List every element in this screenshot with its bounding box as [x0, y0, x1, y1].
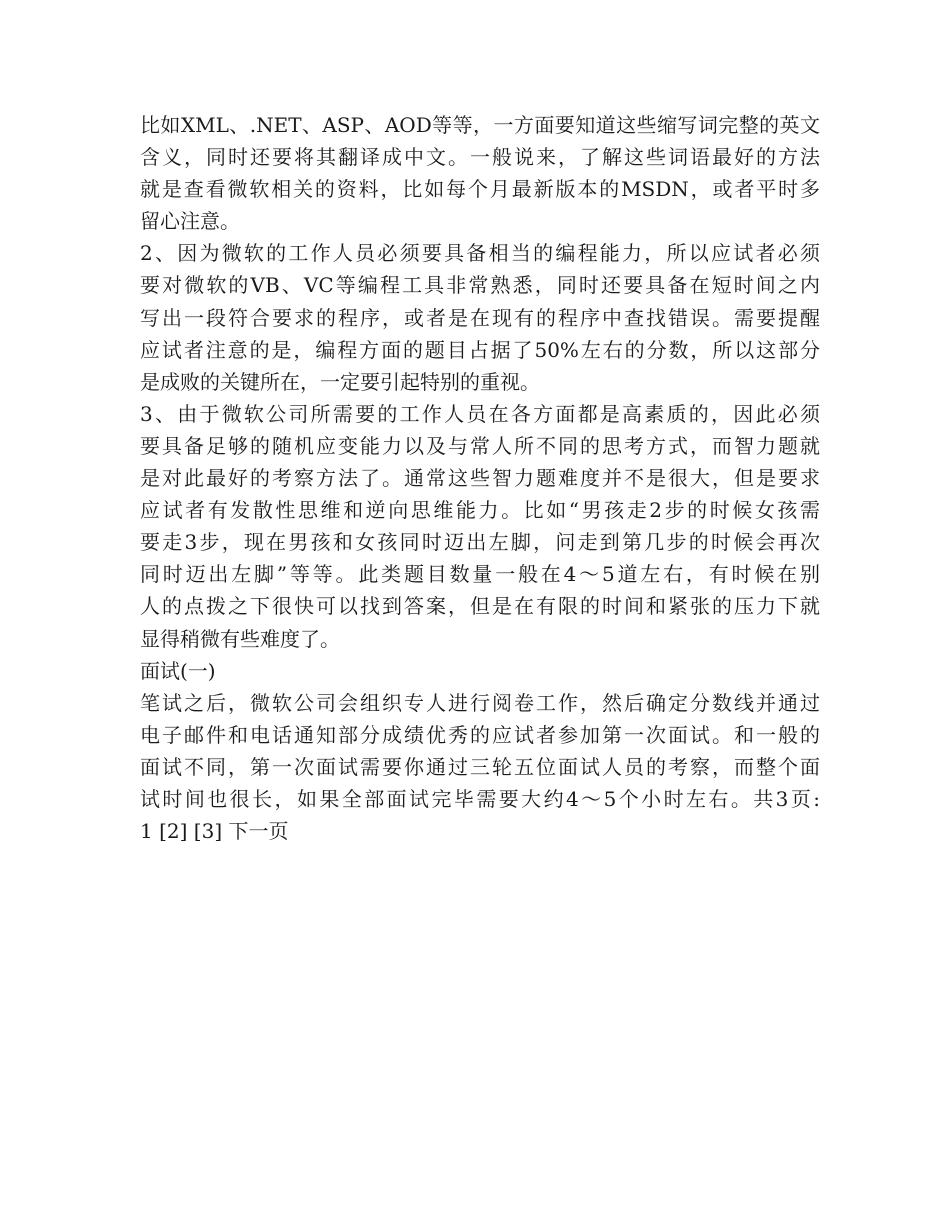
text-line: 留心注意。: [140, 209, 240, 234]
pagination-next-link[interactable]: 下一页: [228, 819, 289, 844]
paragraph-3: [140, 398, 820, 655]
text-line: 同时迈出左脚”等等。此类题目数量一般在4～5道左右，有时候在别: [140, 562, 820, 587]
text-line: 笔试之后，微软公司会组织专人进行阅卷工作，然后确定分数线并通过: [140, 690, 820, 715]
document-body: [140, 109, 820, 847]
text-line: 显得稍微有些难度了。: [140, 626, 340, 651]
text-line: 试时间也很长，如果全部面试完毕需要大约4～5个小时左右。共3页:: [140, 786, 820, 811]
text-line: 面试不同，第一次面试需要你通过三轮五位面试人员的考察，而整个面: [140, 754, 820, 779]
text-line: 人的点拨之下很快可以找到答案，但是在有限的时间和紧张的压力下就: [140, 594, 820, 619]
text-line: 要具备足够的随机应变能力以及与常人所不同的思考方式，而智力题就: [140, 433, 820, 458]
section-heading: 面试(一): [140, 658, 216, 683]
text-line: 比如XML、.NET、ASP、AOD等等，一方面要知道这些缩写词完整的英文: [140, 113, 820, 137]
pagination-page-3-link[interactable]: [3]: [193, 819, 223, 844]
text-line: 应试者有发散性思维和逆向思维能力。比如“男孩走2步的时候女孩需: [140, 498, 820, 523]
pagination-page-2-link[interactable]: [2]: [159, 819, 188, 844]
text-line: 是对此最好的考察方法了。通常这些智力题难度并不是很大，但是要求: [140, 466, 820, 491]
pagination: [140, 815, 820, 847]
paragraph-1: [140, 109, 820, 237]
text-line: 应试者注意的是，编程方面的题目占据了50%左右的分数，所以这部分: [140, 337, 820, 362]
text-line: 含义，同时还要将其翻译成中文。一般说来，了解这些词语最好的方法: [140, 145, 820, 170]
text-line: 电子邮件和电话通知部分成绩优秀的应试者参加第一次面试。和一般的: [140, 722, 820, 747]
text-line: 3、由于微软公司所需要的工作人员在各方面都是高素质的，因此必须: [140, 401, 820, 426]
text-line: 就是查看微软相关的资料，比如每个月最新版本的MSDN，或者平时多: [140, 177, 820, 202]
text-line: 写出一段符合要求的程序，或者是在现有的程序中查找错误。需要提醒: [140, 305, 820, 330]
text-line: 要走3步，现在男孩和女孩同时迈出左脚，问走到第几步的时候会再次: [140, 530, 820, 555]
text-line: 要对微软的VB、VC等编程工具非常熟悉，同时还要具备在短时间之内: [140, 273, 820, 298]
pagination-current-page: 1: [140, 819, 153, 844]
text-line: 2、因为微软的工作人员必须要具备相当的编程能力，所以应试者必须: [140, 241, 820, 266]
paragraph-4: [140, 687, 820, 815]
paragraph-2: [140, 237, 820, 397]
text-line: 是成败的关键所在，一定要引起特别的重视。: [140, 369, 540, 394]
